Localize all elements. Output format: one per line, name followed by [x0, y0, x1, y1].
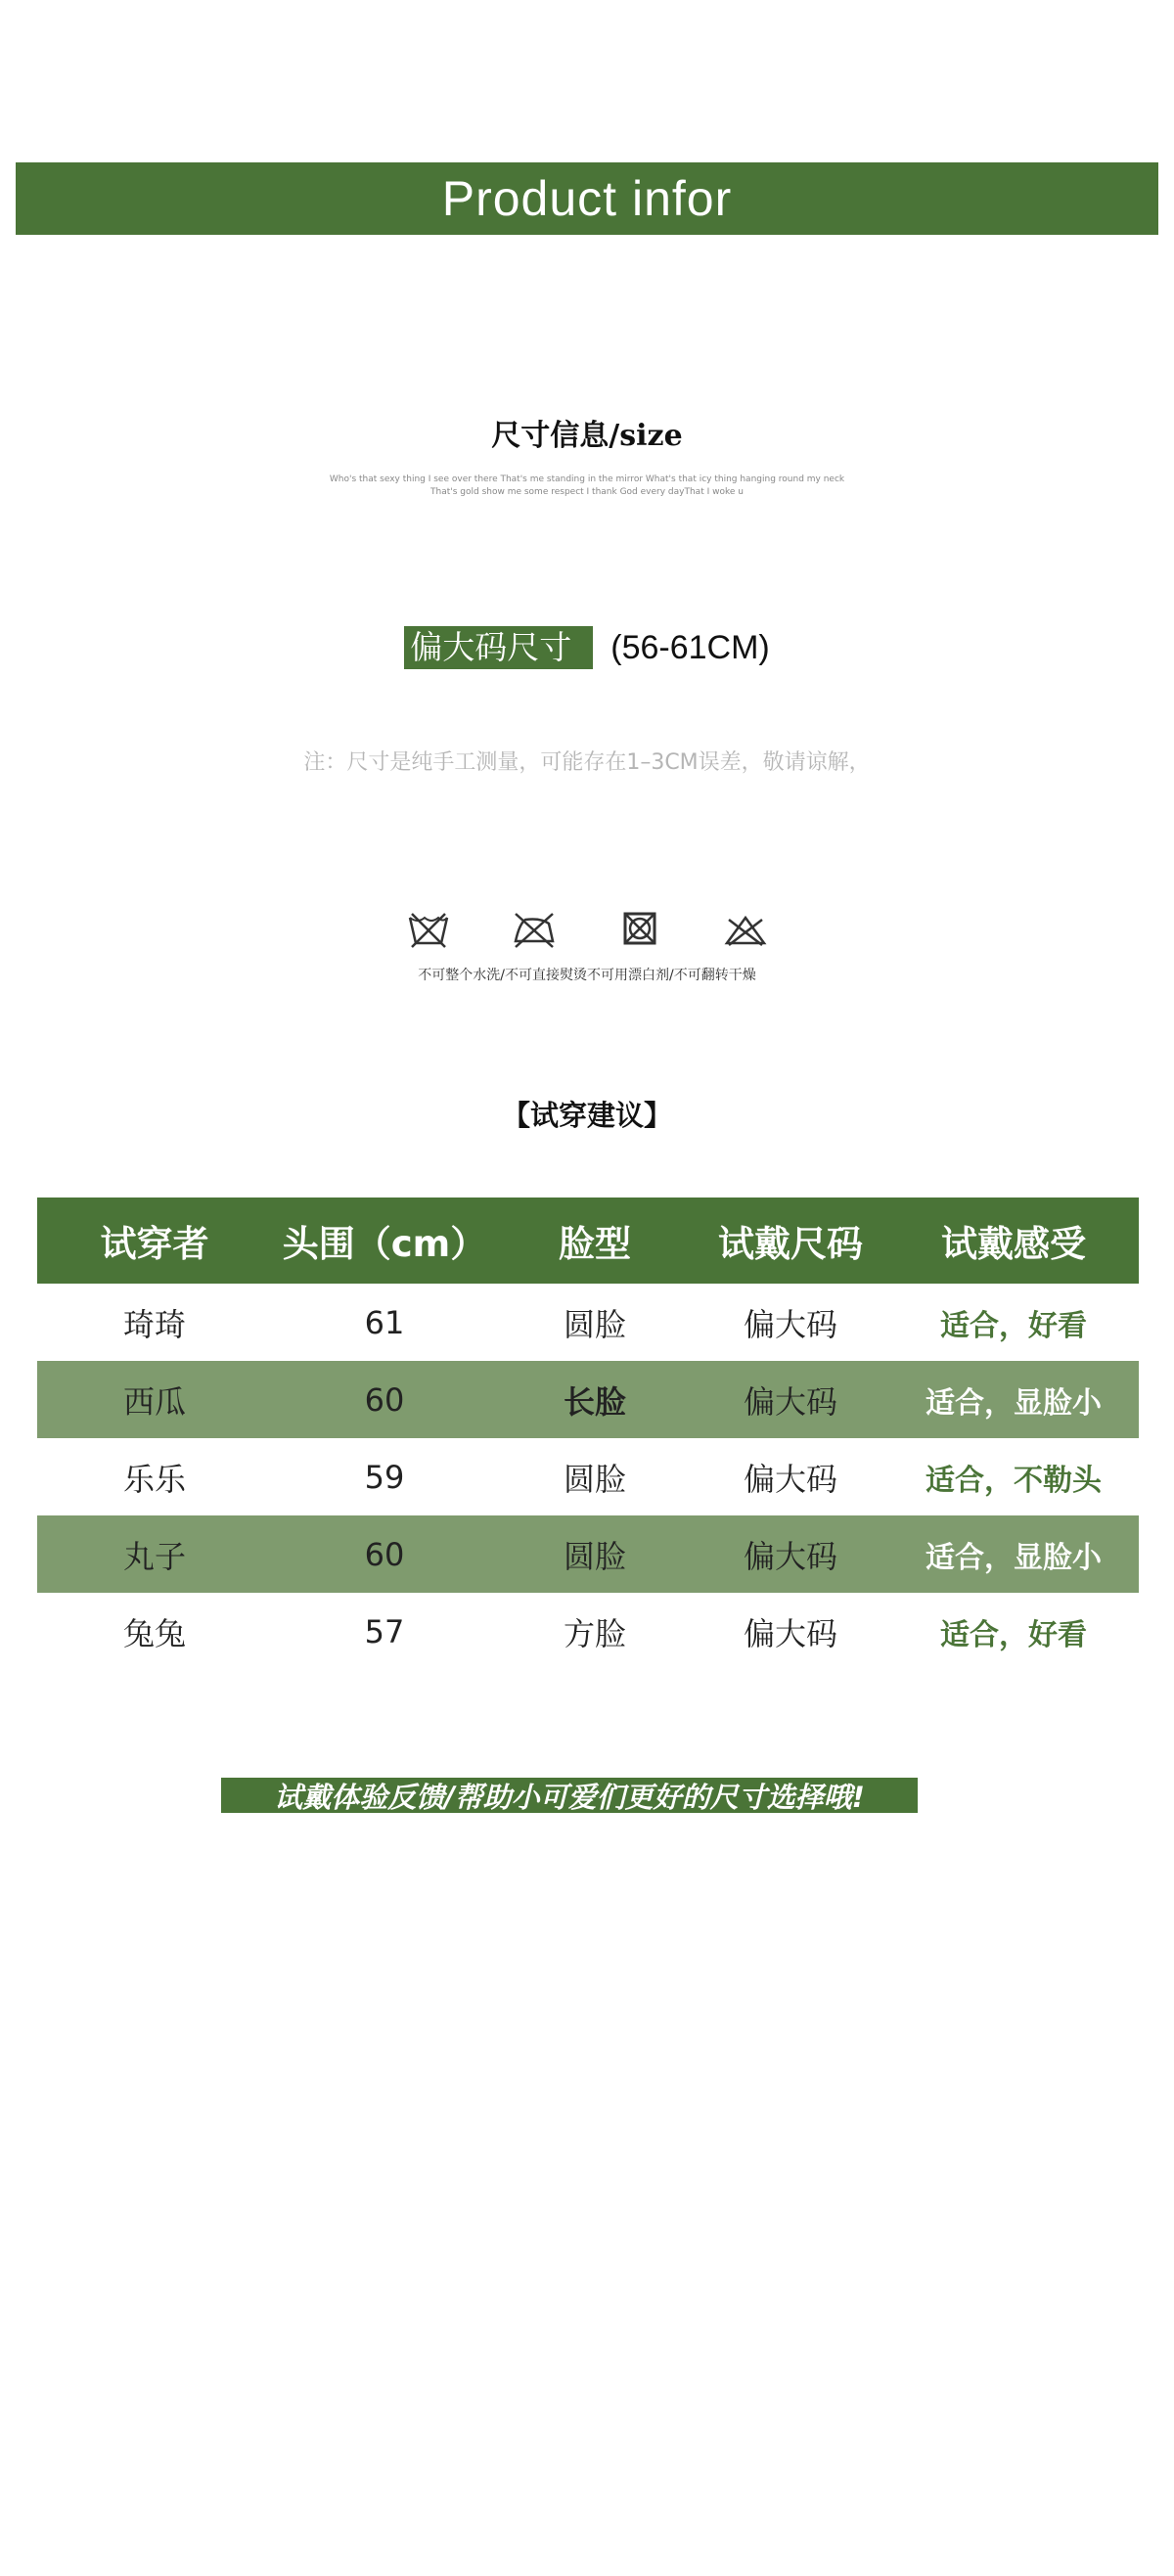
- no-tumble-dry-icon: [723, 910, 768, 949]
- no-machine-wash-icon: [406, 910, 451, 949]
- header-head-circ: 头围（cm）: [282, 1223, 487, 1265]
- cell-tester: 西瓜: [122, 1382, 186, 1421]
- cell-tester: 琦琦: [122, 1305, 186, 1343]
- cell-head-circ: 60: [364, 1535, 405, 1573]
- try-on-table: [37, 1198, 1139, 1670]
- table-row: [37, 1438, 1139, 1515]
- cell-feel: 适合，显脸小: [926, 1385, 1102, 1421]
- try-on-title: 【试穿建议】: [501, 1099, 672, 1132]
- oversize-line: [0, 626, 1174, 669]
- subtitle-line-1: Who's that sexy thing I see over there That's me standing in the mirror What's that icy thing hanging round my neck: [329, 475, 845, 484]
- cell-head-circ: 57: [364, 1612, 405, 1650]
- no-iron-icon: [512, 910, 557, 949]
- cell-head-circ: 60: [364, 1380, 405, 1419]
- cell-size: 偏大码: [743, 1460, 837, 1498]
- banner-title: Product infor: [441, 171, 733, 226]
- table-row: [37, 1361, 1139, 1438]
- cell-head-circ: 59: [364, 1458, 405, 1496]
- table-row: [37, 1284, 1139, 1361]
- header-face-shape: 脸型: [559, 1223, 631, 1265]
- cell-face-shape: 长脸: [563, 1382, 626, 1421]
- subtitle-line-2: That's gold show me some respect I thank God every dayThat I woke u: [430, 487, 744, 497]
- cell-face-shape: 方脸: [563, 1614, 626, 1652]
- table-header: [37, 1198, 1139, 1284]
- size-info-subtitle: [294, 474, 880, 499]
- care-icons: [0, 910, 1174, 949]
- feedback-text: 试戴体验反馈/帮助小可爱们更好的尺寸选择哦!: [274, 1780, 865, 1814]
- size-title-cn: 尺寸信息/: [491, 419, 620, 453]
- cell-feel: 适合，好看: [940, 1617, 1087, 1652]
- measurement-note: 注：尺寸是纯手工测量，可能存在1–3CM误差，敬请谅解，: [303, 750, 871, 775]
- table-row: [37, 1515, 1139, 1593]
- table-row: [37, 1593, 1139, 1670]
- cell-feel: 适合，好看: [940, 1308, 1087, 1343]
- cell-size: 偏大码: [743, 1305, 837, 1343]
- size-info-title: [0, 411, 1174, 454]
- cell-tester: 丸子: [122, 1537, 186, 1575]
- cell-size: 偏大码: [743, 1537, 837, 1575]
- feedback-banner: [221, 1778, 918, 1813]
- cell-face-shape: 圆脸: [563, 1305, 626, 1343]
- cell-size: 偏大码: [743, 1614, 837, 1652]
- cell-tester: 乐乐: [122, 1460, 186, 1498]
- product-info-banner: [16, 162, 1158, 235]
- cell-feel: 适合，显脸小: [926, 1540, 1102, 1575]
- cell-head-circ: 61: [364, 1303, 405, 1341]
- size-range: (56-61CM): [610, 628, 770, 666]
- header-feel: 试戴感受: [941, 1223, 1086, 1265]
- no-bleach-icon: [617, 910, 662, 949]
- cell-size: 偏大码: [743, 1382, 837, 1421]
- care-instructions: 不可整个水洗/不可直接熨烫不可用漂白剂/不可翻转干燥: [418, 968, 756, 983]
- size-title-en: size: [619, 419, 683, 453]
- oversize-tag: 偏大码尺寸: [404, 626, 593, 669]
- header-size: 试戴尺码: [718, 1223, 863, 1265]
- header-tester: 试穿者: [100, 1223, 209, 1265]
- cell-face-shape: 圆脸: [563, 1460, 626, 1498]
- cell-feel: 适合，不勒头: [926, 1463, 1102, 1498]
- cell-face-shape: 圆脸: [563, 1537, 626, 1575]
- cell-tester: 兔兔: [122, 1614, 186, 1652]
